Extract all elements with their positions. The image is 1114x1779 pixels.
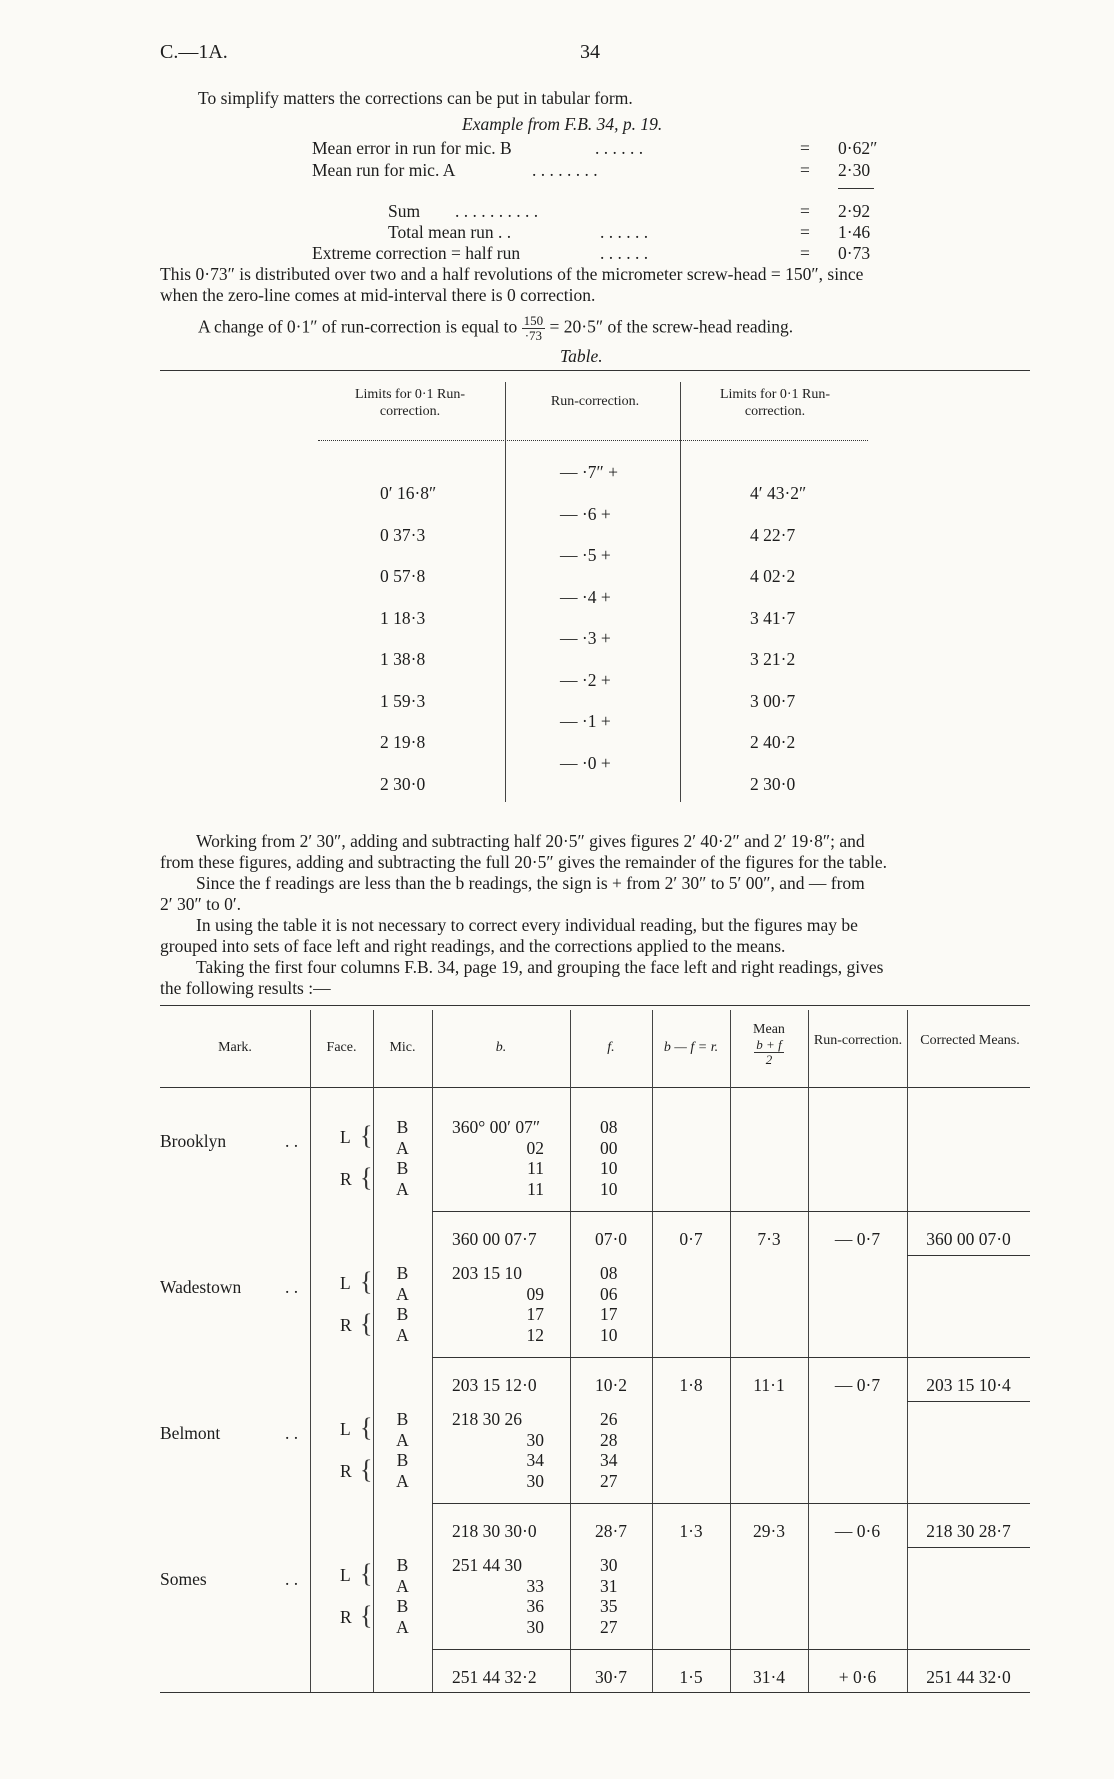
f-mean: 07·0 — [594, 1229, 628, 1249]
corrected-mean: 360 00 07·0 — [926, 1229, 1011, 1249]
mic-label: A — [396, 1324, 409, 1345]
subtotal-rule — [432, 1211, 1030, 1212]
f-reading: 10 — [600, 1324, 618, 1345]
paragraph-line: the following results :— — [160, 978, 331, 998]
b-reading: 30 — [526, 1470, 544, 1491]
calc-label: Extreme correction = half run — [312, 243, 521, 263]
b-reading: 251 44 30 — [452, 1555, 522, 1575]
mic-label: A — [396, 1575, 409, 1596]
face-left: L — [340, 1273, 351, 1293]
leader-dots: . . — [285, 1131, 299, 1151]
calc-eq: = — [800, 160, 810, 180]
leader-dots: . . — [285, 1423, 299, 1443]
header-b: b. — [495, 1040, 507, 1055]
fraction-numerator: 150 — [523, 313, 544, 328]
column-rule — [680, 382, 681, 802]
b-reading: 11 — [527, 1178, 544, 1199]
subtotal-rule — [432, 1357, 1030, 1358]
b-reading: 02 — [526, 1137, 544, 1158]
calc-eq: = — [800, 222, 810, 242]
row-rule — [907, 1255, 1030, 1256]
header-mean-label: Mean — [753, 1022, 785, 1037]
paragraph-line: Taking the first four columns F.B. 34, page 19, and grouping the face left and right readings, gives — [196, 957, 884, 977]
face-right: R — [340, 1607, 352, 1627]
b-reading: 36 — [526, 1596, 544, 1616]
brace-icon: { — [360, 1309, 373, 1338]
calc-value: 2·30 — [838, 160, 871, 180]
calc-dots: . . . . . . . . — [532, 160, 598, 180]
b-reading: 34 — [526, 1450, 544, 1470]
table-rule — [160, 1087, 1030, 1088]
calc-eq: = — [800, 138, 810, 158]
row-rule — [907, 1547, 1030, 1548]
header-mean — [730, 1022, 808, 1067]
r-value: 1·5 — [679, 1667, 703, 1687]
brace-icon: { — [360, 1559, 373, 1588]
calc-value: 0·73 — [838, 243, 871, 263]
paragraph-line: 2′ 30″ to 0′. — [160, 894, 242, 914]
r-value: 0·7 — [679, 1229, 703, 1249]
mic-label: B — [396, 1555, 409, 1575]
calc-value: 2·92 — [838, 201, 871, 221]
b-reading: 218 30 26 — [452, 1409, 522, 1429]
station-name: Brooklyn — [160, 1131, 227, 1151]
limit-left-value: 2 19·8 — [380, 732, 426, 752]
sum-rule — [838, 188, 874, 189]
f-reading: 27 — [600, 1616, 618, 1637]
f-mean: 28·7 — [594, 1521, 628, 1541]
limit-right-value: 3 21·2 — [750, 649, 796, 669]
header-face: Face. — [326, 1040, 357, 1055]
mic-label: B — [396, 1263, 409, 1283]
b-reading: 17 — [526, 1304, 544, 1324]
calc-label: Sum — [388, 201, 421, 221]
face-right: R — [340, 1315, 352, 1335]
calc-label: Mean error in run for mic. B — [312, 138, 512, 158]
b-mean: 251 44 32·2 — [452, 1667, 537, 1687]
f-reading: 30 — [600, 1555, 618, 1575]
run-correction-value: + 0·6 — [838, 1667, 877, 1687]
change-text-a: A change of 0·1″ of run-correction is equal to — [198, 316, 518, 337]
brace-icon: { — [360, 1267, 373, 1296]
f-reading: 08 — [600, 1117, 618, 1137]
header-mean-fraction — [754, 1038, 783, 1067]
column-rule — [432, 1010, 433, 1692]
b-reading: 30 — [526, 1616, 544, 1637]
leader-dots: . . — [285, 1569, 299, 1589]
run-correction-value: — ·7″ + — [560, 462, 618, 482]
mean-value: 11·1 — [753, 1375, 785, 1395]
station-name: Wadestown — [160, 1277, 242, 1297]
f-reading: 26 — [600, 1409, 618, 1429]
paragraph-line: In using the table it is not necessary to correct every individual reading, but the figures may be — [196, 915, 858, 935]
brace-icon: { — [360, 1121, 373, 1150]
column-rule — [505, 382, 506, 802]
column-rule — [570, 1010, 571, 1692]
column-rule — [730, 1010, 731, 1692]
calc-dots: . . . . . . . . . . — [455, 201, 539, 221]
run-correction-value: — ·4 + — [560, 586, 611, 607]
brace-icon: { — [360, 1601, 373, 1630]
table-rule — [160, 370, 1030, 371]
limit-left-value: 0′ 16·8″ — [380, 483, 437, 503]
header-f: f. — [607, 1040, 615, 1055]
limit-left-value: 1 38·8 — [380, 649, 426, 669]
b-reading: 09 — [526, 1283, 544, 1304]
face-left: L — [340, 1127, 351, 1147]
calc-dots: . . . . . . — [600, 243, 649, 263]
brace-icon: { — [360, 1163, 373, 1192]
limit-right-value: 2 30·0 — [750, 773, 796, 794]
f-reading: 06 — [600, 1283, 618, 1304]
example-title: Example from F.B. 34, p. 19. — [462, 114, 663, 134]
change-fraction — [522, 314, 546, 343]
mic-label: B — [396, 1158, 409, 1178]
column-rule — [907, 1010, 908, 1692]
subtotal-rule — [432, 1649, 1030, 1650]
row-rule — [907, 1401, 1030, 1402]
r-value: 1·8 — [679, 1375, 703, 1395]
column-rule — [652, 1010, 653, 1692]
run-correction-value: — 0·6 — [834, 1521, 881, 1541]
limit-right-value: 3 00·7 — [750, 690, 796, 711]
f-reading: 17 — [600, 1304, 618, 1324]
calc-eq: = — [800, 243, 810, 263]
fraction-denominator: ·73 — [524, 328, 543, 343]
column-rule — [373, 1010, 374, 1692]
mic-label: A — [396, 1429, 409, 1450]
page-number: 34 — [580, 41, 600, 63]
corrected-mean: 203 15 10·4 — [926, 1375, 1011, 1395]
run-correction-value: — 0·7 — [834, 1375, 881, 1395]
limit-left-value: 2 30·0 — [380, 773, 426, 794]
header-corrected-means: Corrected Means. — [920, 1033, 1020, 1048]
f-reading: 28 — [600, 1429, 618, 1450]
calc-dots: . . . . . . — [600, 222, 649, 242]
header-limits-right: Limits for 0·1 Run-correction. — [719, 387, 831, 419]
run-correction-value: — ·2 + — [560, 669, 611, 690]
mic-label: B — [396, 1450, 409, 1470]
intro-text: To simplify matters the corrections can be put in tabular form. — [198, 88, 633, 108]
mean-value: 29·3 — [752, 1521, 786, 1541]
table-rule — [160, 1692, 1030, 1693]
station-name: Somes — [160, 1569, 207, 1589]
f-reading: 35 — [600, 1596, 618, 1616]
b-mean: 360 00 07·7 — [452, 1229, 537, 1249]
header-run-correction: Run-correction. — [813, 1033, 903, 1048]
corrected-mean: 218 30 28·7 — [926, 1521, 1011, 1541]
column-rule — [808, 1010, 809, 1692]
limit-right-value: 4′ 43·2″ — [750, 483, 807, 503]
mic-label: B — [396, 1409, 409, 1429]
column-rule — [310, 1010, 311, 1692]
b-reading: 11 — [527, 1158, 544, 1178]
header-run-correction: Run-correction. — [550, 394, 640, 409]
run-correction-value: — ·6 + — [560, 503, 611, 524]
document-code: C.—1A. — [160, 41, 228, 63]
face-left: L — [340, 1565, 351, 1585]
run-correction-value: — ·3 + — [560, 628, 611, 648]
paragraph-line: Working from 2′ 30″, adding and subtracting half 20·5″ gives figures 2′ 40·2″ and 2′ 19·8″; and — [196, 831, 865, 851]
b-reading: 360° 00′ 07″ — [452, 1117, 541, 1137]
b-mean: 218 30 30·0 — [452, 1521, 537, 1541]
mean-value: 7·3 — [757, 1229, 781, 1249]
mic-label: A — [396, 1616, 409, 1637]
subtotal-rule — [432, 1503, 1030, 1504]
mic-label: A — [396, 1137, 409, 1158]
limit-left-value: 1 18·3 — [380, 607, 426, 628]
f-reading: 00 — [600, 1137, 618, 1158]
fraction-numerator: b + f — [756, 1037, 782, 1052]
b-mean: 203 15 12·0 — [452, 1375, 537, 1395]
paragraph-line: Since the f readings are less than the b readings, the sign is + from 2′ 30″ to 5′ 00″, and — from — [196, 873, 865, 893]
mic-label: A — [396, 1283, 409, 1304]
calc-value: 1·46 — [838, 222, 871, 242]
paragraph-line: when the zero-line comes at mid-interval there is 0 correction. — [160, 285, 596, 305]
calc-label: Mean run for mic. A — [312, 160, 456, 180]
face-right: R — [340, 1169, 352, 1189]
f-reading: 34 — [600, 1450, 618, 1470]
f-reading: 08 — [600, 1263, 618, 1283]
corrected-mean: 251 44 32·0 — [926, 1667, 1011, 1687]
mic-label: B — [396, 1596, 409, 1616]
limit-right-value: 3 41·7 — [750, 607, 796, 628]
calc-dots: . . . . . . — [595, 138, 644, 158]
header-mark: Mark. — [218, 1040, 252, 1055]
change-text-b: = 20·5″ of the screw-head reading. — [549, 316, 794, 337]
f-reading: 10 — [600, 1158, 618, 1178]
run-correction-value: — ·0 + — [560, 752, 611, 773]
limit-right-value: 4 02·2 — [750, 566, 796, 586]
b-reading: 12 — [526, 1324, 544, 1345]
limit-left-value: 0 37·3 — [380, 524, 426, 545]
table-title: Table. — [560, 346, 603, 366]
run-correction-value: — ·5 + — [560, 545, 611, 565]
leader-dots: . . — [285, 1277, 299, 1297]
limit-left-value: 0 57·8 — [380, 566, 426, 586]
calc-label: Total mean run . . — [388, 222, 512, 242]
table-rule — [318, 440, 868, 441]
limit-right-value: 4 22·7 — [750, 524, 796, 545]
paragraph-line: This 0·73″ is distributed over two and a half revolutions of the micrometer screw-head = 150″, since — [160, 264, 864, 284]
paragraph-line: grouped into sets of face left and right readings, and the corrections applied to the means. — [160, 936, 786, 956]
f-mean: 30·7 — [594, 1667, 628, 1687]
b-reading: 33 — [526, 1575, 544, 1596]
change-line — [198, 314, 793, 343]
calc-value: 0·62″ — [838, 138, 878, 158]
face-left: L — [340, 1419, 351, 1439]
mean-value: 31·4 — [752, 1667, 786, 1687]
header-mic: Mic. — [389, 1040, 416, 1055]
mic-label: B — [396, 1117, 409, 1137]
limit-left-value: 1 59·3 — [380, 690, 426, 711]
header-limits-left: Limits for 0·1 Run-correction. — [354, 387, 466, 419]
b-reading: 203 15 10 — [452, 1263, 522, 1283]
limit-right-value: 2 40·2 — [750, 732, 796, 752]
calc-eq: = — [800, 201, 810, 221]
run-correction-value: — ·1 + — [560, 711, 611, 731]
station-name: Belmont — [160, 1423, 221, 1443]
paragraph-line: from these figures, adding and subtracting the full 20·5″ gives the remainder of the figures for the table. — [160, 852, 887, 872]
f-reading: 27 — [600, 1470, 618, 1491]
fraction-denominator: 2 — [765, 1052, 773, 1067]
table-rule — [160, 1005, 1030, 1006]
header-b-minus-f: b — f = r. — [663, 1040, 719, 1055]
f-mean: 10·2 — [594, 1375, 628, 1395]
face-right: R — [340, 1461, 352, 1481]
r-value: 1·3 — [679, 1521, 703, 1541]
brace-icon: { — [360, 1455, 373, 1484]
f-reading: 10 — [600, 1178, 618, 1199]
mic-label: A — [396, 1470, 409, 1491]
brace-icon: { — [360, 1413, 373, 1442]
mic-label: A — [396, 1178, 409, 1199]
f-reading: 31 — [600, 1575, 618, 1596]
run-correction-value: — 0·7 — [834, 1229, 881, 1249]
b-reading: 30 — [526, 1429, 544, 1450]
mic-label: B — [396, 1304, 409, 1324]
